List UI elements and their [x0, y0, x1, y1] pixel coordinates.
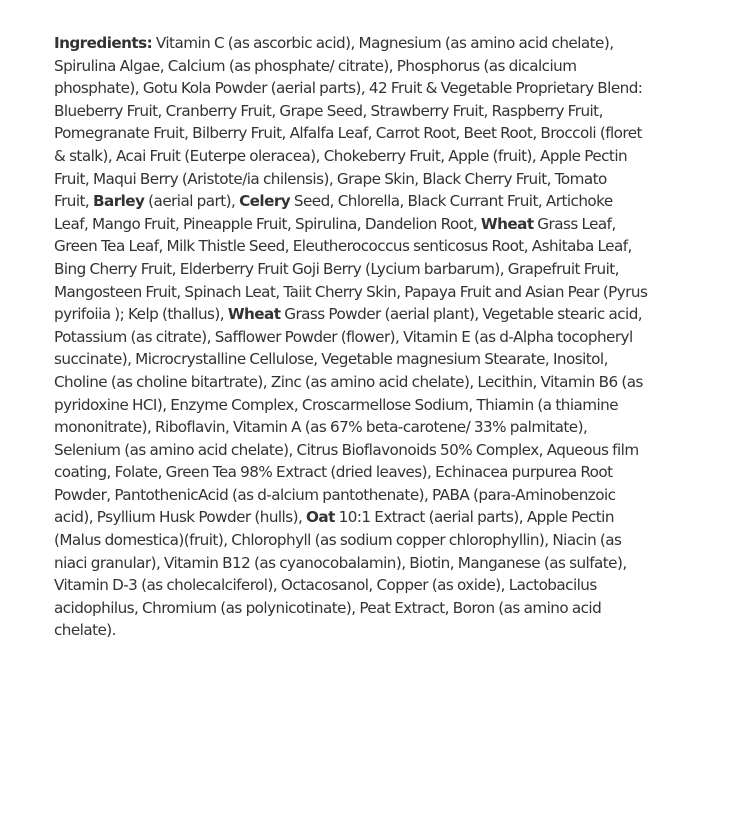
ingredient-text: Blueberry Fruit, Cranberry Fruit, Grape Seed, Strawberry Fruit, Raspberry Fruit,: [54, 101, 603, 120]
ingredient-line: [54, 371, 734, 394]
ingredient-line: [54, 190, 734, 213]
ingredient-text: Bing Cherry Fruit, Elderberry Fruit Goji Berry (Lycium barbarum), Grapefruit Fruit,: [54, 259, 619, 278]
ingredient-text: phosphate), Gotu Kola Powder (aerial parts), 42 Fruit & Vegetable Proprietary Blend:: [54, 79, 643, 98]
ingredient-line: [54, 597, 734, 620]
ingredient-text: (Malus domestica)(fruit), Chlorophyll (as sodium copper chlorophyllin), Niacin (as: [54, 531, 622, 550]
ingredient-line: [54, 439, 734, 462]
ingredient-text: Grass Powder (aerial plant), Vegetable stearic acid,: [280, 305, 643, 324]
ingredient-text: Fruit,: [54, 192, 93, 211]
ingredient-line: [54, 574, 734, 597]
ingredient-text: Grass Leaf,: [533, 214, 616, 233]
allergen-highlight: Wheat: [480, 214, 534, 233]
ingredient-text: & stalk), Acai Fruit (Euterpe oleracea), Chokeberry Fruit, Apple (fruit), Apple Pectin: [54, 146, 628, 165]
ingredient-text: Fruit, Maqui Berry (Aristote/ia chilensis), Grape Skin, Black Cherry Fruit, Tomato: [54, 169, 607, 188]
ingredient-text: Pomegranate Fruit, Bilberry Fruit, Alfalfa Leaf, Carrot Root, Beet Root, Broccoli (floret: [54, 124, 642, 143]
allergen-highlight: Celery: [239, 192, 291, 211]
ingredient-text: Seed, Chlorella, Black Currant Fruit, Artichoke: [290, 192, 613, 211]
ingredient-text: coating, Folate, Green Tea 98% Extract (dried leaves), Echinacea purpurea Root: [54, 463, 613, 482]
ingredient-line: [54, 416, 734, 439]
ingredient-text: pyridoxine HCI), Enzyme Complex, Croscarmellose Sodium, Thiamin (a thiamine: [54, 395, 619, 414]
ingredient-line: [54, 168, 734, 191]
ingredient-text: Selenium (as amino acid chelate), Citrus Bioflavonoids 50% Complex, Aqueous film: [54, 440, 639, 459]
ingredient-line: [54, 281, 734, 304]
ingredient-line: [54, 506, 734, 529]
ingredient-line: [54, 213, 734, 236]
ingredient-text: succinate), Microcrystalline Cellulose, Vegetable magnesium Stearate, Inositol,: [54, 350, 608, 369]
ingredients-paragraph: [54, 32, 734, 642]
ingredient-text: 10:1 Extract (aerial parts), Apple Pectin: [334, 508, 614, 527]
ingredient-line: [54, 619, 734, 642]
ingredient-text: acidophilus, Chromium (as polynicotinate), Peat Extract, Boron (as amino acid: [54, 598, 602, 617]
ingredient-line: [54, 326, 734, 349]
ingredient-line: [54, 122, 734, 145]
ingredient-text: Leaf, Mango Fruit, Pineapple Fruit, Spirulina, Dandelion Root,: [54, 214, 481, 233]
ingredient-text: Vitamin D-3 (as cholecalciferol), Octacosanol, Copper (as oxide), Lactobacilus: [54, 576, 597, 595]
ingredient-line: [54, 235, 734, 258]
ingredient-line: [54, 100, 734, 123]
ingredient-text: Choline (as choline bitartrate), Zinc (as amino acid chelate), Lecithin, Vitamin B6 (as: [54, 372, 643, 391]
ingredient-line: [54, 461, 734, 484]
ingredient-text: (aerial part),: [144, 192, 240, 211]
ingredient-line: [54, 55, 734, 78]
allergen-highlight: Wheat: [227, 305, 281, 324]
allergen-highlight: Barley: [92, 192, 145, 211]
ingredient-line: [54, 77, 734, 100]
ingredient-line: [54, 394, 734, 417]
ingredients-heading: Ingredients:: [54, 34, 153, 52]
ingredient-text: Mangosteen Fruit, Spinach Leat, Taiit Cherry Skin, Papaya Fruit and Asian Pear (Pyrus: [54, 282, 648, 301]
ingredient-text: Green Tea Leaf, Milk Thistle Seed, Eleutherococcus senticosus Root, Ashitaba Leaf,: [54, 237, 632, 256]
ingredient-line: [54, 552, 734, 575]
allergen-highlight: Oat: [306, 508, 335, 527]
ingredient-line: [54, 303, 734, 326]
ingredient-text: Vitamin C (as ascorbic acid), Magnesium (as amino acid chelate),: [152, 34, 614, 52]
ingredient-text: Potassium (as citrate), Safflower Powder (flower), Vitamin E (as d-Alpha tocopheryl: [54, 327, 633, 346]
ingredient-text: Spirulina Algae, Calcium (as phosphate/ citrate), Phosphorus (as dicalcium: [54, 56, 577, 75]
ingredient-line: [54, 484, 734, 507]
ingredient-line: [54, 32, 734, 55]
ingredient-text: mononitrate), Riboflavin, Vitamin A (as 67% beta-carotene/ 33% palmitate),: [54, 418, 588, 437]
ingredient-text: niaci granular), Vitamin B12 (as cyanocobalamin), Biotin, Manganese (as sulfate),: [54, 553, 627, 572]
ingredient-line: [54, 258, 734, 281]
ingredient-text: chelate).: [54, 621, 116, 640]
ingredient-text: acid), Psyllium Husk Powder (hulls),: [54, 508, 307, 527]
ingredient-line: [54, 529, 734, 552]
ingredient-line: [54, 348, 734, 371]
ingredient-text: Powder, PantothenicAcid (as d-alcium pantothenate), PABA (para-Aminobenzoic: [54, 485, 616, 504]
ingredient-line: [54, 145, 734, 168]
ingredient-text: pyrifoiia ); Kelp (thallus),: [54, 305, 228, 324]
